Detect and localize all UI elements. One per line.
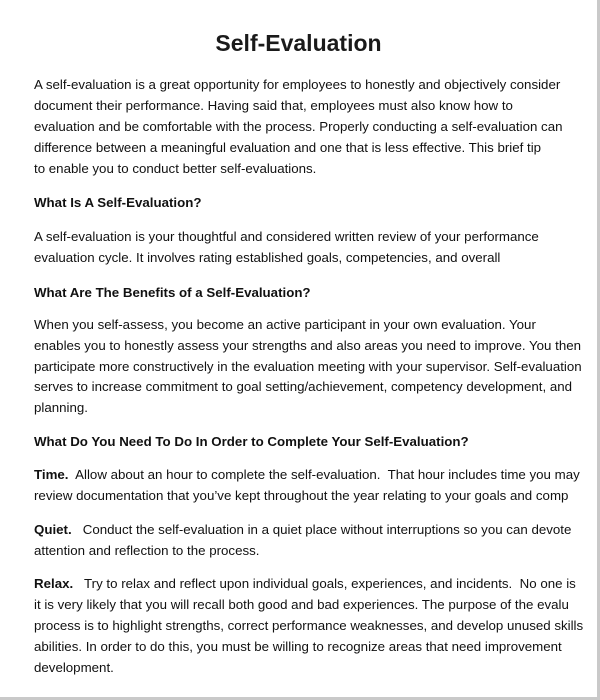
relax-paragraph-line: development. <box>34 660 114 675</box>
relax-first-text: Try to relax and reflect upon individual goals, experiences, and incidents. No one is <box>73 576 576 591</box>
section2-line: serves to increase commitment to goal setting/achievement, competency development, and <box>34 379 573 394</box>
intro-line: A self-evaluation is a great opportunity for employees to honestly and objectively consider <box>34 77 561 92</box>
quiet-lead: Quiet. <box>34 522 72 537</box>
section2-line: When you self-assess, you become an active participant in your own evaluation. Your <box>34 317 536 332</box>
intro-line: document their performance. Having said that, employees must also know how to <box>34 98 513 113</box>
section2-line: participate more constructively in the evaluation meeting with your supervisor. Self-evaluation <box>34 359 582 374</box>
relax-paragraph-line <box>34 575 576 592</box>
intro-line: evaluation and be comfortable with the process. Properly conducting a self-evaluation can <box>34 119 563 134</box>
relax-lead: Relax. <box>34 576 74 591</box>
time-paragraph-line <box>34 466 580 483</box>
section1-line: A self-evaluation is your thoughtful and considered written review of your performance <box>34 229 539 244</box>
time-paragraph-line: review documentation that you’ve kept throughout the year relating to your goals and comp <box>34 488 569 503</box>
intro-line: difference between a meaningful evaluation and one that is less effective. This brief tip <box>34 140 542 155</box>
time-lead: Time. <box>34 467 69 482</box>
document-title: Self-Evaluation <box>215 30 382 56</box>
time-first-text: Allow about an hour to complete the self-evaluation. That hour includes time you may <box>68 467 580 482</box>
section-heading-complete: What Do You Need To Do In Order to Complete Your Self-Evaluation? <box>34 434 469 449</box>
section-heading-what-is: What Is A Self-Evaluation? <box>34 195 202 210</box>
relax-paragraph-line: process is to highlight strengths, correct performance weaknesses, and develop unused skills <box>34 618 584 633</box>
quiet-paragraph-line: attention and reflection to the process. <box>34 543 260 558</box>
section1-line: evaluation cycle. It involves rating established goals, competencies, and overall <box>34 250 501 265</box>
section2-line: enables you to honestly assess your strengths and also areas you need to improve. You then <box>34 338 582 353</box>
quiet-paragraph-line <box>34 521 571 538</box>
section2-line: planning. <box>34 400 88 415</box>
relax-paragraph-line: abilities. In order to do this, you must be willing to recognize areas that need improvement <box>34 639 562 654</box>
relax-paragraph-line: it is very likely that you will recall both good and bad experiences. The purpose of the evalu <box>34 597 569 612</box>
quiet-first-text: Conduct the self-evaluation in a quiet place without interruptions so you can devote <box>71 522 572 537</box>
intro-line: to enable you to conduct better self-evaluations. <box>34 161 317 176</box>
section-heading-benefits: What Are The Benefits of a Self-Evaluation? <box>34 285 311 300</box>
